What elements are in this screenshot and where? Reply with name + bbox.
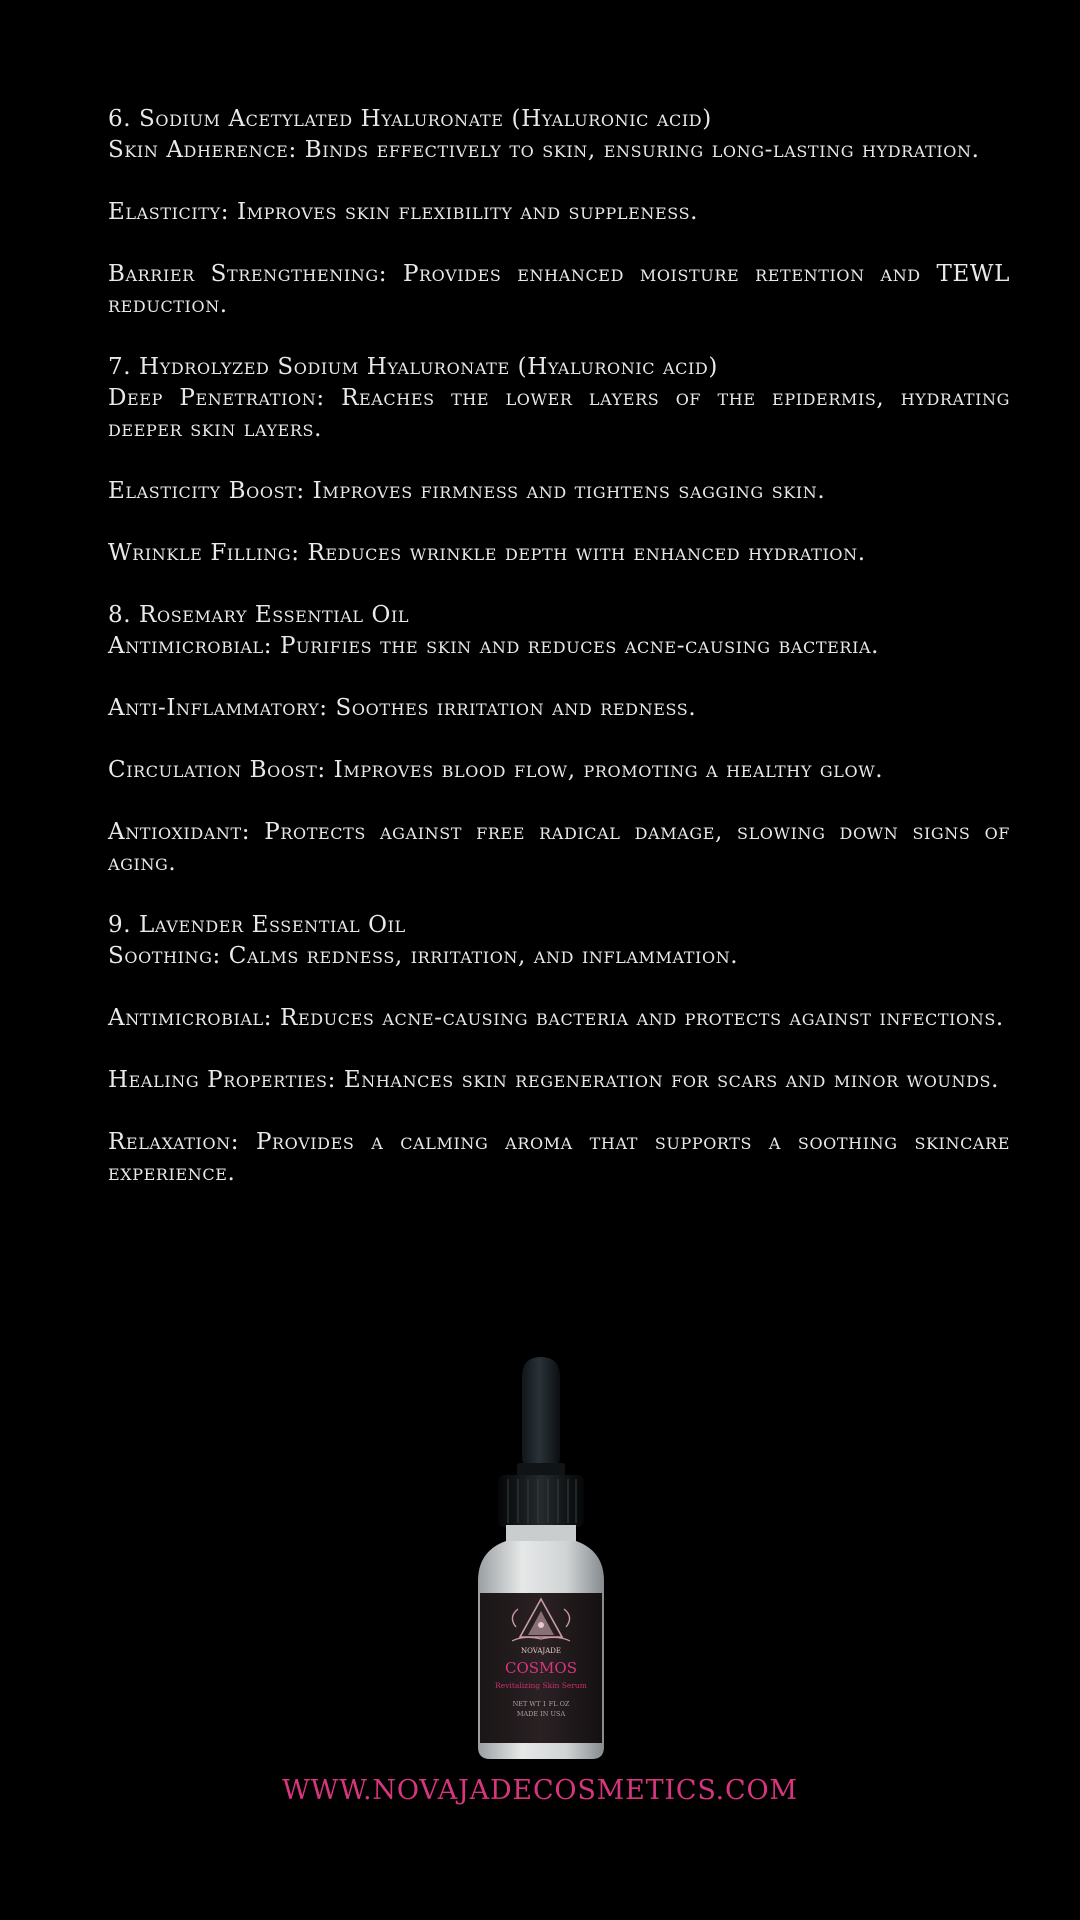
- bottle-origin: MADE IN USA: [516, 1710, 566, 1718]
- section-7-item-1: Deep Penetration: Reaches the lower layers of the epidermis, hydrating deeper skin layers.: [108, 385, 1010, 442]
- section-9-heading: 9. Lavender Essential Oil: [108, 912, 406, 938]
- section-9-block: [108, 910, 1010, 972]
- section-6-item-1: Skin Adherence: Binds effectively to skin, ensuring long-lasting hydration.: [108, 137, 980, 163]
- bottle-cap: [498, 1475, 584, 1527]
- section-6-block: [108, 104, 1010, 166]
- section-7-heading: 7. Hydrolyzed Sodium Hyaluronate (Hyaluronic acid): [108, 354, 718, 380]
- section-8-item-2: Anti-Inflammatory: Soothes irritation and redness.: [108, 695, 697, 721]
- section-8-item-4: Antioxidant: Protects against free radical damage, slowing down signs of aging.: [108, 819, 1010, 876]
- section-7-item-3: Wrinkle Filling: Reduces wrinkle depth with enhanced hydration.: [108, 540, 866, 566]
- bottle-brand-text: NOVAJADE: [521, 1647, 561, 1655]
- section-8-heading: 8. Rosemary Essential Oil: [108, 602, 410, 628]
- dropper-bulb-icon: [522, 1357, 560, 1467]
- product-image: [0, 1355, 1080, 1760]
- section-8-block: [108, 600, 1010, 662]
- section-7-block: [108, 352, 1010, 445]
- bottle-neck: [506, 1525, 576, 1541]
- bottle-net-weight: NET WT 1 FL OZ: [512, 1700, 570, 1708]
- serum-bottle-illustration: [478, 1355, 604, 1760]
- website-link[interactable]: WWW.NOVAJADECOSMETICS.COM: [282, 1775, 798, 1806]
- section-8-item-3: Circulation Boost: Improves blood flow, promoting a healthy glow.: [108, 757, 884, 783]
- section-9-item-3: Healing Properties: Enhances skin regeneration for scars and minor wounds.: [108, 1067, 999, 1093]
- section-9-item-2: Antimicrobial: Reduces acne-causing bacteria and protects against infections.: [108, 1005, 1004, 1031]
- dropper-collar: [517, 1463, 565, 1477]
- section-9-item-1: Soothing: Calms redness, irritation, and inflammation.: [108, 943, 739, 969]
- section-8-item-1: Antimicrobial: Purifies the skin and reduces acne-causing bacteria.: [108, 633, 880, 659]
- ingredient-list: [108, 104, 1010, 1220]
- section-6-item-3: Barrier Strengthening: Provides enhanced moisture retention and TEWL reduction.: [108, 261, 1010, 318]
- section-9-item-4: Relaxation: Provides a calming aroma that supports a soothing skincare experience.: [108, 1129, 1010, 1186]
- section-6-heading: 6. Sodium Acetylated Hyaluronate (Hyaluronic acid): [108, 106, 712, 132]
- section-7-item-2: Elasticity Boost: Improves firmness and tightens sagging skin.: [108, 478, 826, 504]
- bottle-product-name: COSMOS: [505, 1659, 577, 1677]
- bottle-subtitle: Revitalizing Skin Serum: [495, 1681, 587, 1690]
- section-6-item-2: Elasticity: Improves skin flexibility and suppleness.: [108, 199, 699, 225]
